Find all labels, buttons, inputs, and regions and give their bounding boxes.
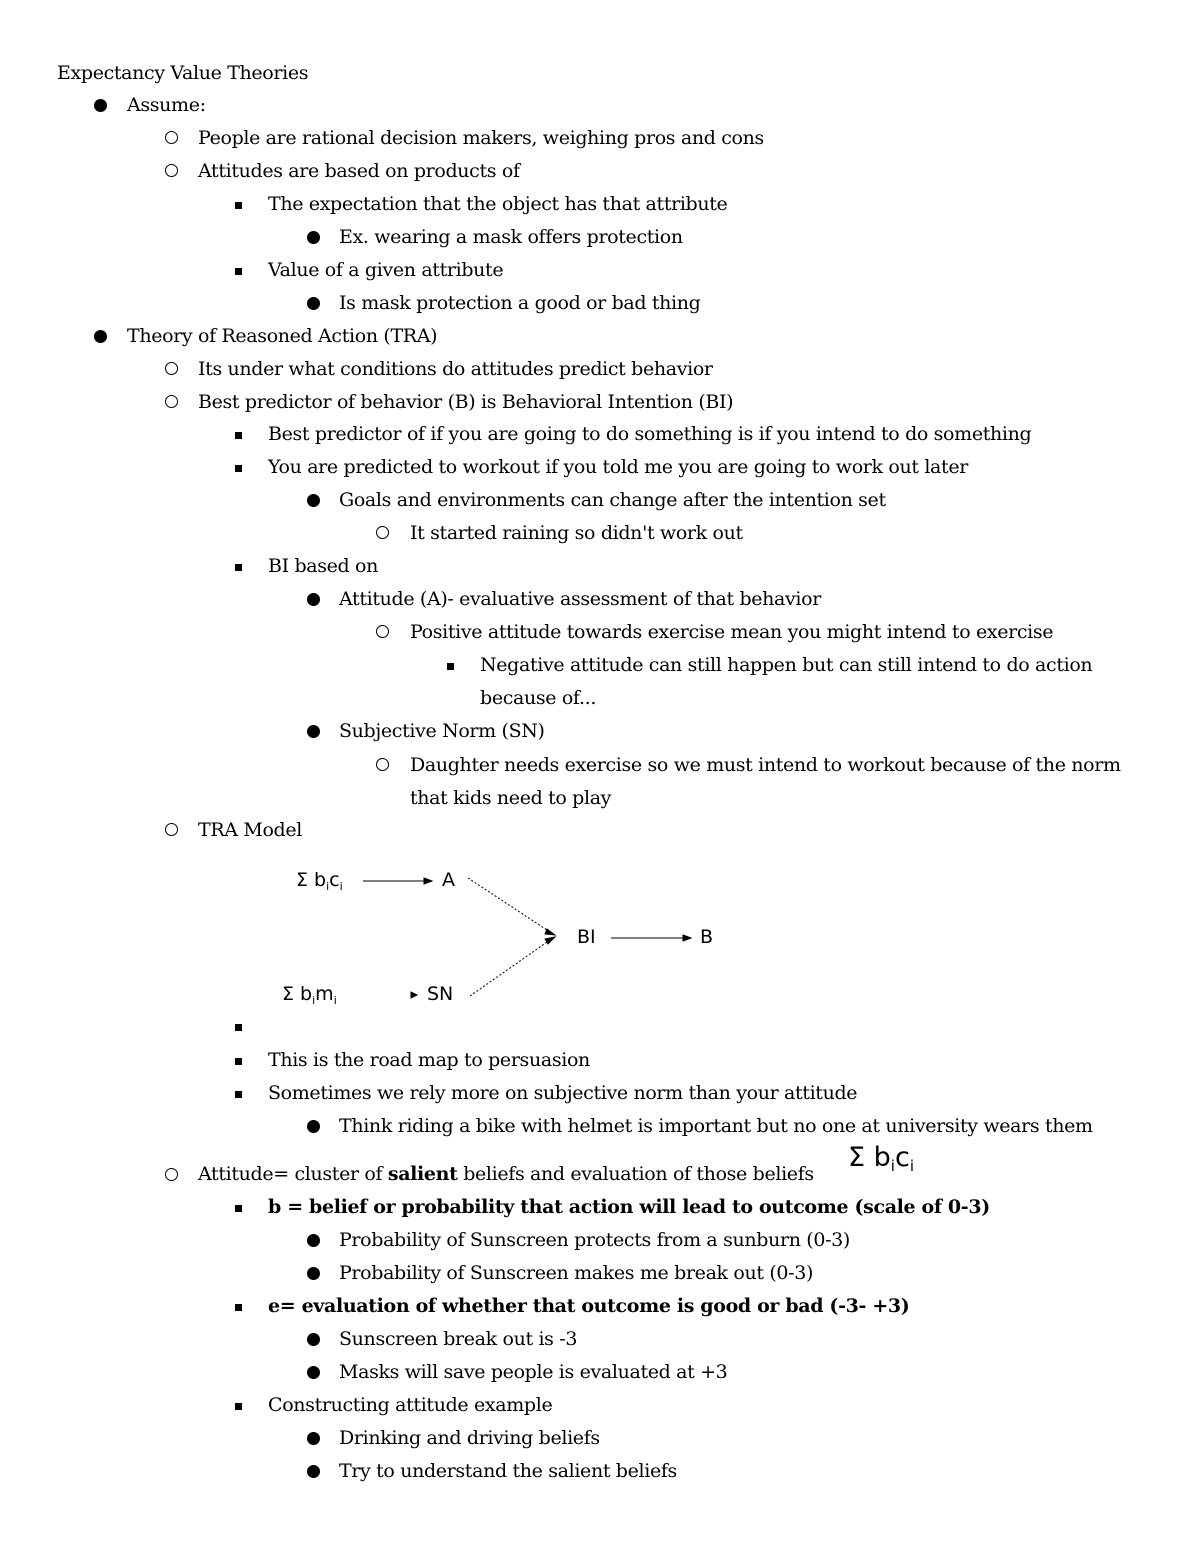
list-item: b = belief or probability that action will lead to outcome (scale of 0-3): [268, 1196, 990, 1218]
list-item: e= evaluation of whether that outcome is good or bad (-3- +3): [268, 1295, 910, 1317]
list-item: Positive attitude towards exercise mean you might intend to exercise: [410, 621, 1054, 643]
list-item: Best predictor of if you are going to do something is if you intend to do something: [268, 423, 1032, 445]
bullet-circle: [165, 823, 178, 836]
list-item: Negative attitude can still happen but can still intend to do action: [480, 654, 1093, 676]
list-item: Its under what conditions do attitudes predict behavior: [198, 358, 713, 380]
arrow-head: [424, 878, 432, 884]
list-item: Ex. wearing a mask offers protection: [339, 226, 683, 248]
bullet-disc: [307, 1333, 320, 1346]
bullet-square: [235, 1091, 242, 1098]
list-item: Attitude (A)- evaluative assessment of that behavior: [339, 588, 821, 610]
bullet-square: [235, 465, 242, 472]
bullet-disc: [94, 99, 107, 112]
bullet-disc: [94, 330, 107, 343]
list-item: BI based on: [268, 555, 379, 577]
list-item: This is the road map to persuasion: [268, 1049, 590, 1071]
behavioral-intention-node: BI: [577, 926, 596, 948]
arrow-head: [683, 935, 691, 941]
list-item-continuation: because of...: [480, 687, 597, 709]
bullet-disc: [307, 593, 320, 606]
bullet-disc: [307, 1120, 320, 1133]
list-item: Drinking and driving beliefs: [339, 1427, 600, 1449]
bullet-disc: [307, 1267, 320, 1280]
bullet-square: [235, 1058, 242, 1065]
bullet-circle: [165, 395, 178, 408]
arrow-sn-to-bi: [470, 940, 550, 996]
arrow-head: [545, 937, 555, 944]
arrow-a-to-bi: [468, 878, 550, 932]
list-item: Try to understand the salient beliefs: [339, 1460, 677, 1482]
bullet-circle: [376, 625, 389, 638]
bullet-disc: [307, 725, 320, 738]
list-item: TRA Model: [198, 819, 302, 841]
list-item: Constructing attitude example: [268, 1394, 553, 1416]
list-item: Value of a given attribute: [268, 259, 504, 281]
bullet-disc: [307, 1234, 320, 1247]
bullet-disc: [307, 297, 320, 310]
bullet-square: [235, 1205, 242, 1212]
sum-bm-label: Σ $b_im_i$: [282, 983, 337, 1007]
bullet-square: [235, 564, 242, 571]
list-item: Assume:: [127, 94, 206, 116]
bullet-disc: [307, 1432, 320, 1445]
list-item: Sunscreen break out is -3: [339, 1328, 578, 1350]
list-item: Think riding a bike with helmet is important but no one at university wears them: [339, 1115, 1093, 1137]
list-item: Theory of Reasoned Action (TRA): [127, 325, 438, 347]
arrow-head: [411, 992, 417, 998]
list-item: People are rational decision makers, weighing pros and cons: [198, 127, 764, 149]
bullet-square: [235, 1304, 242, 1311]
behavior-node: B: [700, 926, 714, 948]
document-title: Expectancy Value Theories: [57, 62, 309, 84]
list-item: The expectation that the object has that attribute: [268, 193, 728, 215]
list-item: You are predicted to workout if you told me you are going to work out later: [268, 456, 968, 478]
bullet-square: [235, 202, 242, 209]
list-item: Attitudes are based on products of: [198, 160, 520, 182]
bullet-square-empty: [235, 1024, 242, 1031]
list-item: Probability of Sunscreen protects from a sunburn (0-3): [339, 1229, 850, 1251]
arrow-head: [545, 929, 555, 935]
list-item: It started raining so didn't work out: [410, 522, 743, 544]
bullet-circle: [165, 164, 178, 177]
bullet-circle: [165, 362, 178, 375]
bullet-circle: [376, 758, 389, 771]
bullet-square: [235, 1403, 242, 1410]
bullet-circle: [376, 526, 389, 539]
subjective-norm-node: SN: [427, 983, 454, 1005]
bullet-square: [235, 268, 242, 275]
sum-bc-label: Σ $b_ic_i$: [296, 869, 343, 893]
bullet-circle: [165, 1168, 178, 1181]
list-item: Goals and environments can change after the intention set: [339, 489, 886, 511]
bullet-disc: [307, 494, 320, 507]
bullet-square: [447, 663, 454, 670]
list-item: Best predictor of behavior (B) is Behavioral Intention (BI): [198, 391, 734, 413]
list-item: Masks will save people is evaluated at +3: [339, 1361, 728, 1383]
list-item: Sometimes we rely more on subjective norm than your attitude: [268, 1082, 858, 1104]
list-item: Subjective Norm (SN): [339, 720, 545, 742]
attitude-node: A: [442, 869, 455, 891]
list-item: Attitude= cluster of salient beliefs and evaluation of those beliefs: [198, 1163, 814, 1185]
list-item: Probability of Sunscreen makes me break out (0-3): [339, 1262, 814, 1284]
list-item: Daughter needs exercise so we must intend to workout because of the norm: [410, 754, 1121, 776]
list-item-continuation: that kids need to play: [410, 787, 612, 809]
attitude-formula: Σ $b_ic_i$: [848, 1142, 914, 1175]
list-item: Is mask protection a good or bad thing: [339, 292, 701, 314]
bullet-circle: [165, 131, 178, 144]
bullet-disc: [307, 231, 320, 244]
bullet-disc: [307, 1366, 320, 1379]
bullet-disc: [307, 1465, 320, 1478]
bullet-square: [235, 432, 242, 439]
